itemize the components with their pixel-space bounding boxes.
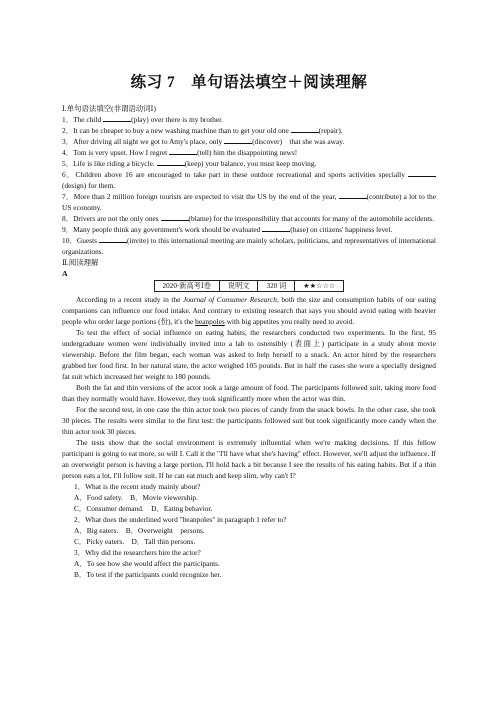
question-3-option-b[interactable]: B．To test if the participants could recognize her. — [74, 570, 222, 579]
passage-paragraph-5: The tests show that the social environment is extremely influential when we're making decisions. If this fellow participant is going to eat more, so will I. Call it the "I'll have what she's having" effect. However, we'll adjust the influence. If an overweight person is having a large portion, I'll hold back a bit because I see the results of his eating habits. But if a thin person eats a lot, I'll follow suit. If he can eat much and keep slim, why can't I? — [62, 438, 436, 480]
answer-blank[interactable] — [339, 191, 367, 199]
underlined-word: beanpoles — [195, 317, 225, 326]
fill-in-item-2: 2．It can be cheaper to buy a new washing machine than to get your old one (repair). — [62, 126, 343, 135]
answer-blank[interactable] — [408, 169, 436, 177]
fill-in-item-6: 6．Children above 16 are encouraged to take part in these outdoor recreational and sports activities specially (design) for them. — [62, 169, 436, 191]
answer-blank[interactable] — [291, 125, 319, 133]
question-3-option-a[interactable]: A．To see how she would affect the participants. — [74, 559, 220, 568]
fill-in-item-8: 8．Drivers are not the only ones (blame) for the irresponsibility that accounts for many of the automobile accidents. — [62, 214, 435, 223]
answer-blank[interactable] — [262, 224, 290, 232]
fill-in-item-3: 3．After driving all night we got to Amy's place, only (discover) that she was away. — [62, 137, 345, 146]
question-list — [62, 481, 436, 580]
exam-source-cell: 2020·新高考Ⅰ卷 — [154, 281, 219, 292]
passage-paragraph-4: For the second test, in one case the thin actor took two pieces of candy from the snack bowls. In the other case, she took 30 pieces. The results were similar to the first test: the participants followed suit but took significantly more candy when the thin actor took 30 pieces. — [62, 405, 436, 436]
fill-in-item-1: 1．The child (play) over there is my brother. — [62, 115, 224, 124]
worksheet-page — [62, 70, 436, 580]
passage-paragraph-3: Both the fat and thin versions of the actor took a large amount of food. The participants followed suit, taking more food than they normally would have. However, they took significantly more when the actor was thin. — [62, 383, 436, 403]
passage-label: A — [62, 269, 68, 278]
fill-in-list — [62, 114, 436, 257]
question-2-options-cd[interactable]: C．Picky eaters. D．Tall thin persons. — [74, 537, 196, 546]
passage-paragraph-2: To test the effect of social influence on eating habits, the researchers conducted two experiments. In the first, 95 undergraduate women were individually invited into a lab to ostensibly (表面上) participate in a study about movie viewership. Before the film began, each woman was asked to help herself to a snack. An actor hired by the researchers grabbed her food first. In her natural state, the actor weighed 105 pounds. But in half the cases she wore a specially designed fat suit which increased her weight to 180 pounds. — [62, 328, 436, 381]
answer-blank[interactable] — [157, 158, 185, 166]
text-type-cell: 说明文 — [219, 281, 258, 292]
question-2-stem: 2．What does the underlined word "beanpoles" in paragraph 1 refer to? — [74, 515, 287, 524]
answer-blank[interactable] — [224, 136, 252, 144]
answer-blank[interactable] — [99, 235, 127, 243]
question-1-options-cd[interactable]: C．Consumer demand. D．Eating behavior. — [74, 504, 213, 513]
question-1-options-ab[interactable]: A．Food safety. B．Movie viewership. — [74, 493, 198, 502]
fill-in-item-4: 4．Tom is very upset. How I regret (tell) him the disappointing news! — [62, 148, 298, 157]
passage-paragraph-1: According to a recent study in the Journal of Consumer Research, both the size and consumption habits of our eating companions can influence our food intake. And contrary to existing research that says you should avoid eating with heavier people who order large portions (份), it's the beanpoles with big appetites you really need to avoid. — [62, 295, 436, 326]
journal-name: Journal of Consumer Research — [182, 295, 277, 304]
question-3-stem: 3．Why did the researchers hire the actor? — [74, 548, 201, 557]
passage-body — [62, 294, 436, 481]
answer-blank[interactable] — [169, 147, 197, 155]
fill-in-item-9: 9．Many people think any government's work should be evaluated (base) on citizens' happiness level. — [62, 225, 393, 234]
answer-blank[interactable] — [103, 114, 131, 122]
question-1-stem: 1．What is the recent study mainly about? — [74, 482, 201, 491]
page-title: 练习 7 单句语法填空＋阅读理解 — [130, 74, 368, 91]
fill-in-item-10: 10．Guests (invite) to this international meeting are mainly scholars, politicians, and representatives of international organizations. — [62, 236, 436, 256]
passage-info-table — [154, 280, 345, 292]
word-count-cell: 320 词 — [258, 281, 295, 292]
fill-in-item-7: 7．More than 2 million foreign tourists are expected to visit the US by the end of the year, (contribute) a lot to the US economy. — [62, 192, 437, 212]
question-2-options-ab[interactable]: A．Big eaters. B．Overweight persons. — [74, 526, 205, 535]
answer-blank[interactable] — [161, 213, 189, 221]
section1-heading: Ⅰ.单句语法填空(非谓语动词Ⅰ) — [62, 104, 156, 113]
section2-heading: Ⅱ.阅读理解 — [62, 258, 99, 267]
difficulty-rating-cell: ★★☆☆☆ — [295, 281, 344, 292]
fill-in-item-5: 5．Life is like riding a bicycle. (keep) your balance, you must keep moving. — [62, 159, 317, 168]
